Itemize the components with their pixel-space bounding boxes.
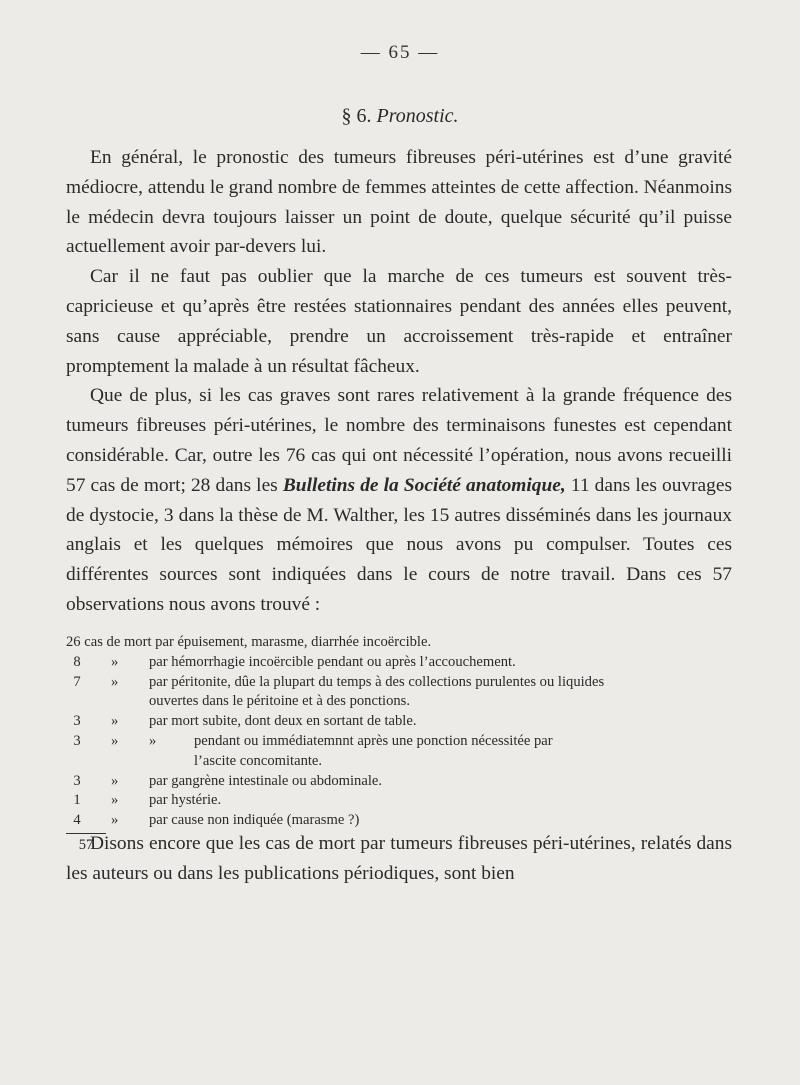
stats-row: [66, 811, 746, 831]
stats-first-count: 26: [66, 634, 81, 650]
stats-desc: [194, 732, 746, 772]
ditto-mark: »: [111, 792, 119, 809]
stats-total: 57: [78, 836, 94, 853]
stats-row: [66, 653, 746, 673]
section-number: § 6.: [341, 105, 372, 127]
page-number: — 65 —: [360, 42, 440, 63]
stats-row: [66, 712, 746, 732]
stats-first-lead: [66, 633, 431, 653]
stats-row: [66, 772, 746, 792]
death-causes-table: [66, 633, 746, 857]
stats-desc: par hystérie.: [149, 792, 222, 809]
stats-desc-line: pendant ou immédiatemnnt après une ponction nécessitée par: [194, 732, 553, 749]
stats-desc: par gangrène intestinale ou abdominale.: [149, 772, 383, 789]
ditto-mark: »: [111, 812, 119, 829]
stats-count: 3: [73, 732, 81, 749]
stats-desc: par hémorrhagie incoërcible pendant ou après l’accouchement.: [149, 653, 516, 670]
stats-count: 3: [73, 772, 81, 789]
paragraph-1: En général, le pronostic des tumeurs fibreuses péri-utérines est d’une gravité médiocre, attendu le grand nombre de femmes atteintes de cette affection. Néanmoins le médecin devra toujours laisser un point de doute, quelque sécurité qu’il puisse actuellement avoir par-devers lui.: [66, 147, 732, 258]
outro-text: [66, 829, 732, 889]
paragraph-3-italic: Bulletins de la Société anatomique,: [282, 474, 566, 496]
paragraph-3-part1: Que de plus, si les cas graves sont rares relativement à la grande fréquence des tumeurs fibreuses péri-utérines, le nombre des terminaisons funestes est cependant considérable. Car, outre les 76 cas qui ont nécessité l’opération, nous avons recueilli 57 cas de mort; 28 dans les: [66, 385, 732, 496]
stats-row: [66, 791, 746, 811]
section-heading: [0, 105, 800, 128]
stats-row: [66, 732, 746, 772]
ditto-mark: »: [111, 653, 119, 670]
stats-desc: par mort subite, dont deux en sortant de table.: [149, 713, 417, 730]
stats-desc-cont: l’ascite concomitante.: [194, 752, 323, 769]
ditto-mark: »: [111, 772, 119, 789]
section-title: Pronostic.: [376, 105, 459, 127]
stats-row-first: [66, 633, 746, 653]
stats-desc-line: par péritonite, dûe la plupart du temps à des collections purulentes ou liquides: [149, 673, 605, 690]
stats-first-text: cas de mort par épuisement, marasme, diarrhée incoërcible.: [84, 634, 432, 650]
ditto-mark-2: »: [149, 732, 157, 749]
stats-count: 3: [73, 713, 81, 730]
paragraph-2: Car il ne faut pas oublier que la marche de ces tumeurs est souvent très-capricieuse et qu’après être restées stationnaires pendant des années elles peuvent, sans cause appréciable, prendre un accroissement très-rapide et entraîner promptement la malade à un résultat fâcheux.: [66, 266, 732, 377]
ditto-mark: »: [111, 673, 119, 690]
intro-text: [66, 143, 732, 620]
stats-desc: par cause non indiquée (marasme ?): [149, 812, 360, 829]
stats-count: 1: [73, 792, 81, 809]
paragraph-3: [66, 381, 732, 619]
ditto-mark: »: [111, 732, 119, 749]
stats-desc-cont: ouvertes dans le péritoine et à des ponctions.: [149, 693, 410, 710]
stats-row: [66, 673, 746, 713]
stats-count: 8: [73, 653, 81, 670]
paragraph-3-part2: 11 dans les ouvrages de dystocie, 3 dans la thèse de M. Walther, les 15 autres disséminés dans les journaux anglais et les quelques mémoires que nous avons pu compulser. Toutes ces différentes sources sont indiquées dans le cours de notre travail. Dans ces 57 observations nous avons trouvé :: [66, 474, 732, 615]
stats-count: 4: [73, 812, 81, 829]
paragraph-4: Disons encore que les cas de mort par tumeurs fibreuses péri-utérines, relatés dans les auteurs ou dans les publications périodiques, sont bien: [66, 833, 732, 884]
stats-desc: [149, 673, 743, 713]
ditto-mark: »: [111, 713, 119, 730]
stats-count: 7: [73, 673, 81, 690]
